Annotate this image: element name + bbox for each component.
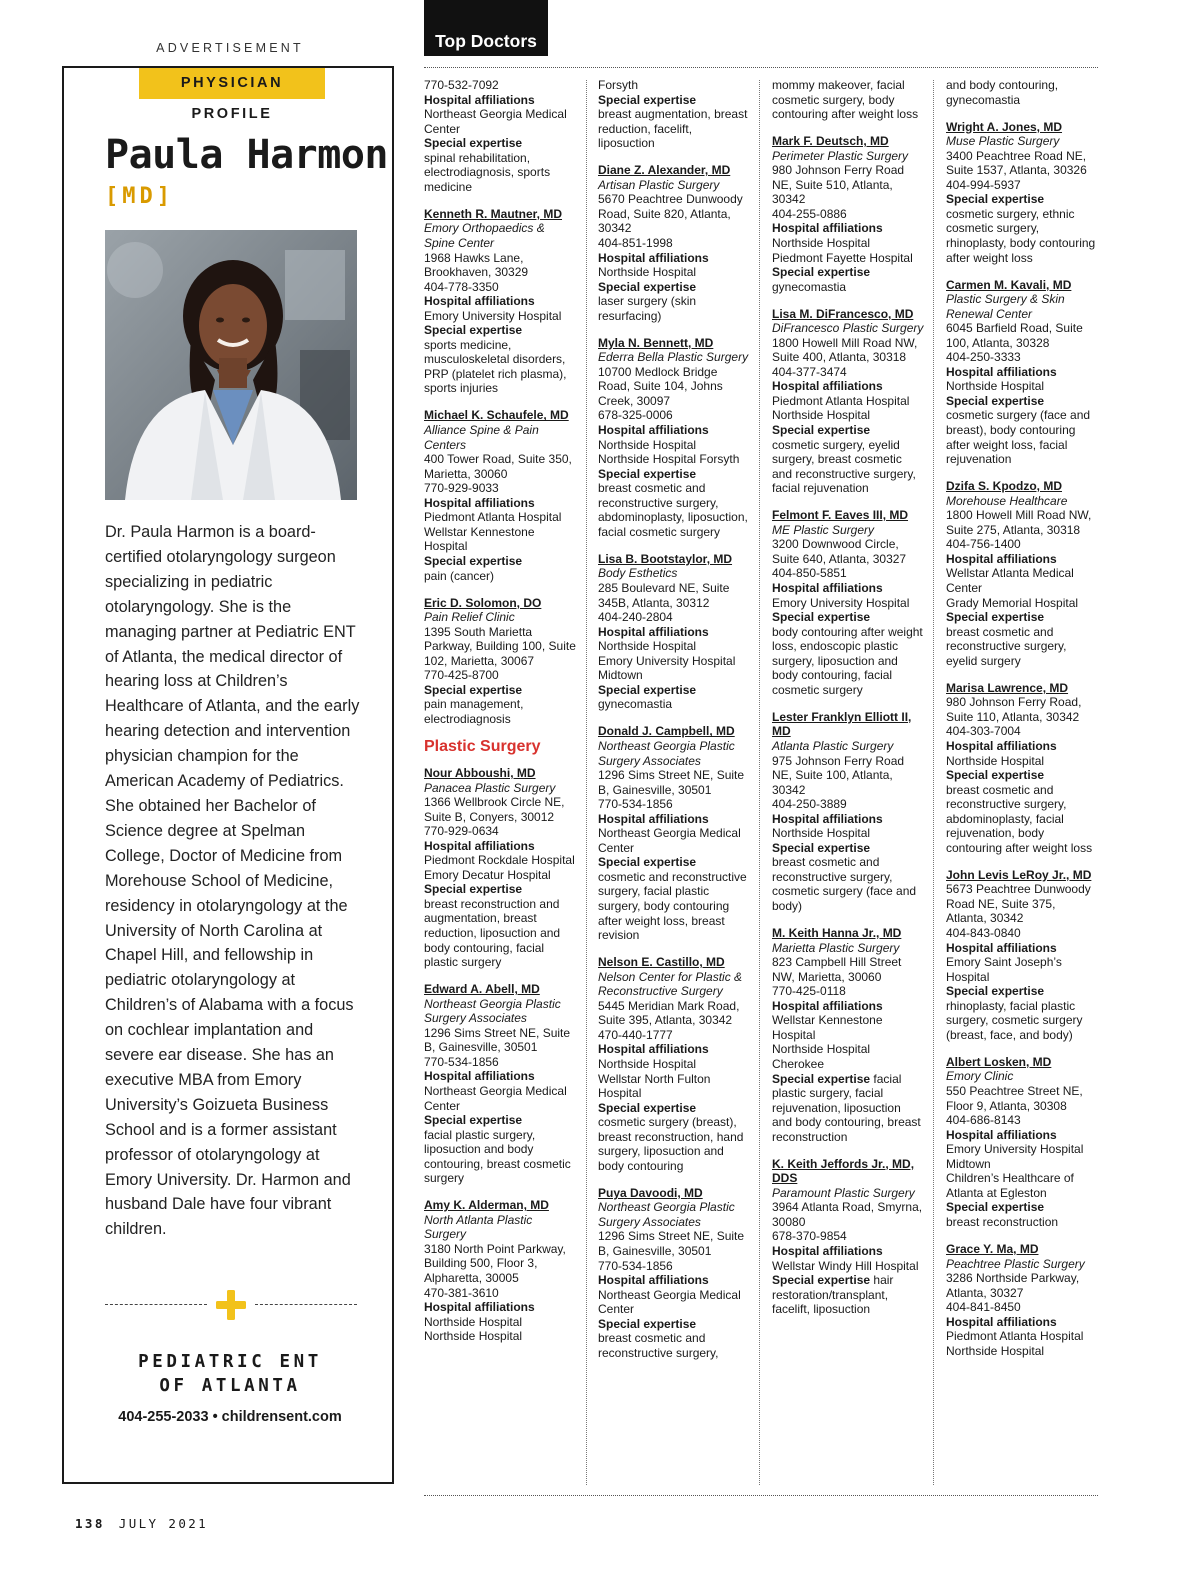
detail-line: Wellstar North Fulton Hospital xyxy=(598,1071,711,1101)
field-label: Hospital affiliations xyxy=(598,1042,709,1057)
detail-line: 10700 Medlock Bridge Road, Suite 104, Johns Creek, 30097 xyxy=(598,364,723,408)
detail-line: Children’s Healthcare of Atlanta at Egleston xyxy=(946,1171,1074,1200)
field-label: Special expertise xyxy=(946,768,1045,783)
detail-line: 404-841-8450 xyxy=(946,1300,1021,1315)
page-footer xyxy=(75,1516,208,1531)
detail-line: 404-250-3889 xyxy=(772,797,847,812)
field-label: Hospital affiliations xyxy=(946,940,1057,955)
practice-name: Plastic Surgery & Skin Renewal Center xyxy=(946,292,1065,321)
practice-name: Alliance Spine & Pain Centers xyxy=(424,423,539,452)
doctor-name[interactable]: Albert Losken, MD xyxy=(946,1054,1052,1069)
field-label: Special expertise xyxy=(598,92,697,107)
directory-column-2 xyxy=(598,78,750,1360)
field-label: Hospital affiliations xyxy=(424,1069,535,1084)
detail-line: and body contouring, gynecomastia xyxy=(946,78,1059,107)
field-label: Special expertise xyxy=(946,393,1045,408)
field-label: Special expertise xyxy=(772,840,871,855)
detail-line: Wellstar Kennestone Hospital xyxy=(772,1013,883,1042)
detail-line: cosmetic surgery (breast), breast reconstruction, hand surgery, liposuction and body contouring xyxy=(598,1115,744,1173)
field-label: Hospital affiliations xyxy=(772,221,883,236)
detail-line: cosmetic surgery (face and breast), body contouring after weight loss, facial rejuvenation xyxy=(946,408,1091,467)
field-label: Hospital affiliations xyxy=(598,1273,709,1288)
field-label: Hospital affiliations xyxy=(772,379,883,394)
detail-line: Northside Hospital xyxy=(424,1314,523,1329)
field-label: Special expertise xyxy=(946,610,1045,625)
detail-line: 678-325-0006 xyxy=(598,408,673,423)
detail-line: Northside Hospital xyxy=(772,235,871,250)
bottom-rule xyxy=(424,1495,1098,1496)
detail-line: breast augmentation, breast reduction, facelift, liposuction xyxy=(598,107,748,151)
practice-name: Muse Plastic Surgery xyxy=(946,134,1060,149)
advertisement-label: ADVERTISEMENT xyxy=(156,41,304,55)
detail-line: Emory University Hospital Midtown xyxy=(598,653,736,683)
field-label: Hospital affiliations xyxy=(598,423,709,438)
detail-line: 3200 Downwood Circle, Suite 640, Atlanta, 30327 xyxy=(772,537,907,566)
detail-line: Northside Hospital xyxy=(772,408,871,423)
detail-line: Emory Decatur Hospital xyxy=(424,867,551,882)
detail-line: Northeast Georgia Medical Center xyxy=(424,107,567,136)
doctor-name[interactable]: Grace Y. Ma, MD xyxy=(946,1241,1039,1256)
detail-line: 1800 Howell Mill Road NW, Suite 275, Atlanta, 30318 xyxy=(946,508,1092,537)
detail-line: 404-255-0886 xyxy=(772,206,847,221)
doctor-name[interactable]: Donald J. Campbell, MD xyxy=(598,724,735,739)
directory-column-1 xyxy=(424,78,576,1344)
detail-line: Northside Hospital xyxy=(772,826,871,841)
detail-line: 285 Boulevard NE, Suite 345B, Atlanta, 30312 xyxy=(598,581,730,610)
detail-line: Northside Hospital xyxy=(946,379,1045,394)
field-label: Special expertise xyxy=(424,882,523,897)
detail-line: Northeast Georgia Medical Center xyxy=(598,826,741,855)
detail-line: Piedmont Atlanta Hospital xyxy=(424,510,562,525)
detail-line: Emory University Hospital xyxy=(424,308,562,323)
detail-line: 975 Johnson Ferry Road NE, Suite 100, Atlanta, 30342 xyxy=(772,753,905,797)
detail-line: 3180 North Point Parkway, Building 500, Floor 3, Alpharetta, 30005 xyxy=(424,1241,566,1286)
physician-photo xyxy=(105,230,357,500)
detail-line: Wellstar Windy Hill Hospital xyxy=(772,1258,919,1273)
detail-line: 770-425-8700 xyxy=(424,668,499,683)
detail-line: pain management, electrodiagnosis xyxy=(424,697,524,726)
field-label: Special expertise xyxy=(424,553,523,568)
field-label: Hospital affiliations xyxy=(598,624,709,639)
profile-name: Paula Harmon xyxy=(105,132,388,178)
doctor-name[interactable]: Myla N. Bennett, MD xyxy=(598,335,714,350)
practice-name: Pain Relief Clinic xyxy=(424,610,515,625)
field-label: Special expertise xyxy=(772,265,871,280)
practice-name: Northeast Georgia Plastic Surgery Associates xyxy=(598,738,735,768)
detail-line: 980 Johnson Ferry Road, Suite 110, Atlanta, 30342 xyxy=(946,695,1082,724)
practice-name: Emory Clinic xyxy=(946,1069,1014,1084)
detail-line: 5445 Meridian Mark Road, Suite 395, Atlanta, 30342 xyxy=(598,998,740,1028)
detail-line: cosmetic and reconstructive surgery, facial plastic surgery, body contouring after weight loss, breast revision xyxy=(598,869,747,943)
detail-line: cosmetic surgery, ethnic cosmetic surgery, rhinoplasty, body contouring after weight loss xyxy=(946,206,1096,265)
detail-line: 404-240-2804 xyxy=(598,610,673,625)
practice-name: Panacea Plastic Surgery xyxy=(424,780,556,795)
field-label: Hospital affiliations xyxy=(772,811,883,826)
top-rule xyxy=(424,67,1098,68)
detail-line: 770-534-1856 xyxy=(424,1054,499,1069)
field-label: Hospital affiliations xyxy=(772,581,883,595)
detail-line: 770-534-1856 xyxy=(598,1258,673,1273)
detail-line: 400 Tower Road, Suite 350, Marietta, 30060 xyxy=(424,452,572,481)
field-value: facial plastic surgery, facial rejuvenation, liposuction and body contouring, breast reconstruction xyxy=(772,1071,921,1144)
detail-line: facial plastic surgery, liposuction and body contouring, breast cosmetic surgery xyxy=(424,1127,571,1186)
doctor-name[interactable]: Lester Franklyn Elliott II, MD xyxy=(772,709,912,739)
directory-column-4 xyxy=(946,78,1098,1358)
detail-line: Northside Hospital xyxy=(598,639,697,654)
practice-name: Paramount Plastic Surgery xyxy=(772,1185,915,1200)
field-label: Special expertise xyxy=(598,1100,697,1115)
detail-line: Piedmont Rockdale Hospital xyxy=(424,853,575,868)
doctor-name[interactable]: Carmen M. Kavali, MD xyxy=(946,277,1072,292)
practice-name: Emory Orthopaedics & Spine Center xyxy=(424,221,545,250)
detail-line: Emory University Hospital xyxy=(772,595,910,610)
detail-line: 770-534-1856 xyxy=(598,797,673,812)
field-label: Special expertise xyxy=(598,1316,697,1331)
practice-name-line1: PEDIATRIC ENT xyxy=(138,1352,322,1372)
profile-divider xyxy=(105,1290,357,1320)
detail-line: 6045 Barfield Road, Suite 100, Atlanta, 30328 xyxy=(946,321,1083,350)
detail-line: laser surgery (skin resurfacing) xyxy=(598,294,697,323)
issue-date: JULY 2021 xyxy=(118,1516,209,1531)
field-label: Special expertise xyxy=(772,1071,871,1086)
section-tab: Top Doctors xyxy=(424,0,548,56)
detail-line: 3964 Atlanta Road, Smyrna, 30080 xyxy=(772,1200,923,1229)
detail-line: breast cosmetic and reconstructive surgery, cosmetic surgery (face and body) xyxy=(772,855,917,913)
detail-line: 3286 Northside Parkway, Atlanta, 30327 xyxy=(946,1271,1080,1300)
field-label: Hospital affiliations xyxy=(598,811,709,826)
detail-line: 1296 Sims Street NE, Suite B, Gainesville, 30501 xyxy=(598,768,745,797)
detail-line: breast cosmetic and reconstructive surgery, abdominoplasty, liposuction, facial cosmetic surgery xyxy=(598,481,748,539)
detail-line: Wellstar Atlanta Medical Center xyxy=(946,566,1074,595)
field-label: Special expertise xyxy=(424,1113,523,1128)
detail-line: 1366 Wellbrook Circle NE, Suite B, Conyers, 30012 xyxy=(424,795,565,824)
field-label: Hospital affiliations xyxy=(424,1300,535,1315)
field-label: Hospital affiliations xyxy=(946,738,1057,753)
field-label: Special expertise xyxy=(772,1273,871,1288)
detail-line: 404-303-7004 xyxy=(946,724,1021,739)
expertise-line xyxy=(772,1072,924,1145)
column-divider xyxy=(933,80,934,1485)
practice-name: ME Plastic Surgery xyxy=(772,522,875,537)
detail-line: 770-929-9033 xyxy=(424,481,499,496)
detail-line: 770-532-7092 xyxy=(424,78,499,92)
detail-line: Northeast Georgia Medical Center xyxy=(598,1287,741,1317)
detail-line: breast reconstruction xyxy=(946,1214,1059,1229)
detail-line: Northside Hospital xyxy=(946,1343,1045,1358)
detail-line: 404-851-1998 xyxy=(598,235,673,250)
detail-line: 404-686-8143 xyxy=(946,1113,1021,1128)
field-value: hair restoration/transplant, facelift, liposuction xyxy=(772,1273,894,1317)
doctor-name[interactable]: Nelson E. Castillo, MD xyxy=(598,955,725,970)
practice-name: Perimeter Plastic Surgery xyxy=(772,148,909,163)
practice-name: Artisan Plastic Surgery xyxy=(598,177,720,192)
field-label: Special expertise xyxy=(946,984,1045,999)
detail-line: Emory University Hospital Midtown xyxy=(946,1142,1084,1171)
field-label: Hospital affiliations xyxy=(772,1244,883,1259)
doctor-name[interactable]: Felmont F. Eaves III, MD xyxy=(772,508,909,523)
detail-line: rhinoplasty, facial plastic surgery, cosmetic surgery (breast, face, and body) xyxy=(946,998,1083,1042)
doctor-name[interactable]: Edward A. Abell, MD xyxy=(424,982,540,997)
field-label: Special expertise xyxy=(772,610,871,625)
column-divider xyxy=(759,80,760,1485)
detail-line: 404-778-3350 xyxy=(424,279,499,294)
detail-line: 5670 Peachtree Dunwoody Road, Suite 820, Atlanta, 30342 xyxy=(598,192,743,236)
practice-name: Northeast Georgia Plastic Surgery Associates xyxy=(598,1200,735,1229)
practice-name: North Atlanta Plastic Surgery xyxy=(424,1212,533,1242)
detail-line: 470-440-1777 xyxy=(598,1027,673,1042)
detail-line: Northeast Georgia Medical Center xyxy=(424,1083,567,1113)
physician-profile-box xyxy=(62,66,394,1484)
field-label: Special expertise xyxy=(424,136,523,151)
detail-line: 1395 South Marietta Parkway, Building 100, Suite 102, Marietta, 30067 xyxy=(424,624,576,668)
detail-line: 404-843-0840 xyxy=(946,926,1021,941)
detail-line: 404-994-5937 xyxy=(946,177,1021,192)
doctor-name[interactable]: Marisa Lawrence, MD xyxy=(946,680,1069,695)
field-label: Hospital affiliations xyxy=(946,1314,1057,1329)
detail-line: Wellstar Kennestone Hospital xyxy=(424,524,535,554)
field-label: Hospital affiliations xyxy=(772,998,883,1013)
plus-icon xyxy=(216,1290,246,1320)
practice-name: Morehouse Healthcare xyxy=(946,493,1068,508)
detail-line: breast reconstruction and augmentation, breast reduction, liposuction and body contouring, facial plastic surgery xyxy=(424,896,561,970)
practice-contact[interactable]: 404-255-2033 • childrensent.com xyxy=(118,1409,342,1425)
detail-line: 1968 Hawks Lane, Brookhaven, 30329 xyxy=(424,250,529,280)
field-label: Special expertise xyxy=(598,855,697,870)
detail-line: breast cosmetic and reconstructive surgery, eyelid surgery xyxy=(946,624,1067,668)
doctor-name[interactable]: Kenneth R. Mautner, MD xyxy=(424,206,563,221)
field-label: Special expertise xyxy=(598,279,697,294)
doctor-name[interactable]: Puya Davoodi, MD xyxy=(598,1185,703,1200)
detail-line: 980 Johnson Ferry Road NE, Suite 510, Atlanta, 30342 xyxy=(772,163,905,207)
detail-line: Northside Hospital Forsyth xyxy=(598,452,740,467)
detail-line: 1800 Howell Mill Road NW, Suite 400, Atlanta, 30318 xyxy=(772,335,918,365)
field-label: Hospital affiliations xyxy=(946,364,1057,379)
field-label: Hospital affiliations xyxy=(424,92,535,107)
doctor-name[interactable]: M. Keith Hanna Jr., MD xyxy=(772,926,902,941)
detail-line: body contouring after weight loss, endoscopic plastic surgery, liposuction and body contouring, facial cosmetic surgery xyxy=(772,624,923,697)
doctor-name[interactable]: K. Keith Jeffords Jr., MD, DDS xyxy=(772,1156,915,1186)
doctor-name[interactable]: Dzifa S. Kpodzo, MD xyxy=(946,479,1062,494)
field-label: Hospital affiliations xyxy=(598,250,709,265)
detail-line: 823 Campbell Hill Street NW, Marietta, 30060 xyxy=(772,955,902,984)
detail-line: Grady Memorial Hospital xyxy=(946,595,1079,610)
doctor-name[interactable]: John Levis LeRoy Jr., MD xyxy=(946,867,1092,882)
detail-line: 550 Peachtree Street NE, Floor 9, Atlanta, 30308 xyxy=(946,1084,1083,1113)
field-label: Special expertise xyxy=(946,1200,1045,1215)
field-label: Special expertise xyxy=(424,323,523,338)
detail-line: Northside Hospital xyxy=(598,1056,697,1071)
profile-tag: PHYSICIAN PROFILE xyxy=(139,68,325,99)
detail-line: Piedmont Fayette Hospital xyxy=(772,250,913,265)
detail-line: gynecomastia xyxy=(598,697,673,712)
detail-line: Northside Hospital Cherokee xyxy=(772,1042,871,1071)
doctor-name[interactable]: Eric D. Solomon, DO xyxy=(424,595,542,610)
field-label: Special expertise xyxy=(424,682,523,697)
detail-line: Forsyth xyxy=(598,78,639,92)
field-label: Special expertise xyxy=(598,682,697,697)
field-label: Hospital affiliations xyxy=(424,838,535,853)
profile-credential: [MD] xyxy=(105,184,174,209)
detail-line: pain (cancer) xyxy=(424,568,495,583)
detail-line: breast cosmetic and reconstructive surgery, xyxy=(598,1331,719,1360)
practice-name: Northeast Georgia Plastic Surgery Associates xyxy=(424,996,561,1026)
field-label: Special expertise xyxy=(946,192,1045,207)
field-label: Hospital affiliations xyxy=(424,294,535,309)
field-label: Hospital affiliations xyxy=(424,495,535,510)
detail-line: 5673 Peachtree Dunwoody Road NE, Suite 375, Atlanta, 30342 xyxy=(946,882,1091,926)
doctor-name[interactable]: Mark F. Deutsch, MD xyxy=(772,134,889,149)
detail-line: spinal rehabilitation, electrodiagnosis, sports medicine xyxy=(424,150,551,194)
detail-line: Piedmont Atlanta Hospital xyxy=(946,1329,1084,1344)
detail-line: 1296 Sims Street NE, Suite B, Gainesville, 30501 xyxy=(424,1025,571,1055)
detail-line: 770-929-0634 xyxy=(424,824,499,839)
practice-name: DiFrancesco Plastic Surgery xyxy=(772,321,924,336)
practice-name-line2: OF ATLANTA xyxy=(159,1375,301,1396)
field-label: Hospital affiliations xyxy=(946,1127,1057,1142)
profile-bio: Dr. Paula Harmon is a board-certified otolaryngology surgeon specializing in pediatric otolaryngology. She is the managing partner at Pediatric ENT of Atlanta, the medical director of hearing loss at Children’s Healthcare of Atlanta, and the early hearing detection and intervention physician champion for the American Academy of Pediatrics. She obtained her Bachelor of Science degree at Spelman College, Doctor of Medicine from Morehouse School of Medicine, residency in otolaryngology at the University of North Carolina at Chapel Hill, and fellowship in pediatric otolaryngology at Children’s of Alabama with a focus on cochlear implantation and severe ear disease. She has an executive MBA from Emory University’s Goizueta Business School and is a former assistant professor of otolaryngology at Emory University. Dr. Harmon and husband Dale have four vibrant children. xyxy=(105,523,360,1239)
doctor-name[interactable]: Amy K. Alderman, MD xyxy=(424,1198,549,1213)
detail-line: 3400 Peachtree Road NE, Suite 1537, Atlanta, 30326 xyxy=(946,148,1087,178)
field-label: Hospital affiliations xyxy=(946,551,1057,566)
detail-line: 678-370-9854 xyxy=(772,1229,847,1244)
detail-line: Emory Saint Joseph’s Hospital xyxy=(946,955,1062,984)
detail-line: 404-850-5851 xyxy=(772,566,847,581)
column-divider xyxy=(586,80,587,1485)
doctor-name[interactable]: Diane Z. Alexander, MD xyxy=(598,163,731,178)
practice-name: Atlanta Plastic Surgery xyxy=(772,738,894,753)
page-number: 138 xyxy=(75,1516,105,1531)
detail-line: sports medicine, musculoskeletal disorders, PRP (platelet rich plasma), sports injuries xyxy=(424,337,567,396)
doctor-name[interactable]: Wright A. Jones, MD xyxy=(946,119,1063,134)
specialty-heading: Plastic Surgery xyxy=(424,738,541,756)
detail-line: Piedmont Atlanta Hospital xyxy=(772,393,910,408)
detail-line: cosmetic surgery, eyelid surgery, breast cosmetic and reconstructive surgery, facial rejuvenation xyxy=(772,437,916,496)
detail-line: Northside Hospital xyxy=(946,753,1045,768)
detail-line: mommy makeover, facial cosmetic surgery, body contouring after weight loss xyxy=(772,78,919,122)
detail-line: 1296 Sims Street NE, Suite B, Gainesville, 30501 xyxy=(598,1229,745,1259)
practice-name xyxy=(64,1351,396,1398)
detail-line: Northside Hospital xyxy=(424,1329,523,1344)
directory-column-3 xyxy=(772,78,924,1317)
detail-line: 404-377-3474 xyxy=(772,364,847,379)
detail-line: 770-425-0118 xyxy=(772,984,846,999)
doctor-name[interactable]: Lisa B. Bootstaylor, MD xyxy=(598,551,733,566)
practice-name: Body Esthetics xyxy=(598,566,678,581)
detail-line: Northside Hospital xyxy=(598,265,697,280)
practice-name: Peachtree Plastic Surgery xyxy=(946,1256,1085,1271)
detail-line: Northside Hospital xyxy=(598,437,697,452)
practice-name: Marietta Plastic Surgery xyxy=(772,940,900,955)
detail-line: 404-250-3333 xyxy=(946,350,1021,365)
doctor-name[interactable]: Lisa M. DiFrancesco, MD xyxy=(772,306,914,321)
field-label: Special expertise xyxy=(598,466,697,481)
practice-name: Ederra Bella Plastic Surgery xyxy=(598,350,749,365)
practice-name: Nelson Center for Plastic & Reconstructive Surgery xyxy=(598,969,743,999)
detail-line: gynecomastia xyxy=(772,279,847,294)
detail-line: 404-756-1400 xyxy=(946,537,1021,552)
doctor-name[interactable]: Michael K. Schaufele, MD xyxy=(424,408,569,423)
field-label: Special expertise xyxy=(772,423,871,438)
detail-line: breast cosmetic and reconstructive surgery, abdominoplasty, facial rejuvenation, body contouring after weight loss xyxy=(946,782,1093,855)
detail-line: 470-381-3610 xyxy=(424,1285,499,1300)
doctor-name[interactable]: Nour Abboushi, MD xyxy=(424,765,536,780)
expertise-line xyxy=(772,1273,924,1317)
